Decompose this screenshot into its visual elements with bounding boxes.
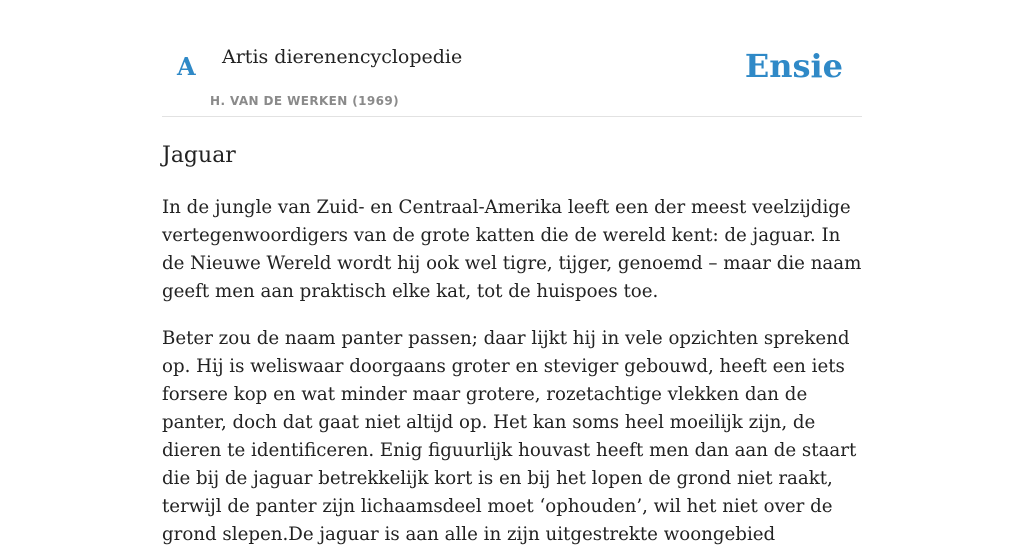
book-logo-icon[interactable]: A: [177, 52, 196, 81]
article-paragraph: Beter zou de naam panter passen; daar lijkt hij in vele opzichten sprekend op. Hij is weliswaar doorgaans groter en steviger gebouwd, heeft een iets forsere kop en wat minder maar grotere, rozetachtige vlekken dan de panter, doch dat gaat niet altijd op. Het kan soms heel moeilijk zijn, de dieren te identificeren. Enig figuurlijk houvast heeft men dan aan de staart die bij de jaguar betrekkelijk kort is en bij het lopen de grond niet raakt, terwijl de panter zijn lichaamsdeel moet ‘ophouden’, wil het niet over de grond slepen.De jaguar is aan alle in zijn uitgestrekte woongebied: [162, 328, 857, 546]
author-line: H. VAN DE WERKEN (1969): [210, 94, 400, 108]
ensie-logo-link[interactable]: Ensie: [744, 47, 843, 85]
article-body: [162, 194, 862, 549]
article-paragraph: In de jungle van Zuid- en Centraal-Amerika leeft een der meest veelzijdige vertegenwoordigers van de grote katten die de wereld kent: de jaguar. In de Nieuwe Wereld wordt hij ook wel tigre, tijger, genoemd – maar die naam geeft men aan praktisch elke kat, tot de huispoes toe.: [162, 197, 862, 303]
page: [162, 0, 862, 549]
article-title: Jaguar: [162, 143, 236, 168]
header: [162, 0, 862, 117]
book-title-link[interactable]: Artis dierenencyclopedie: [222, 46, 463, 68]
